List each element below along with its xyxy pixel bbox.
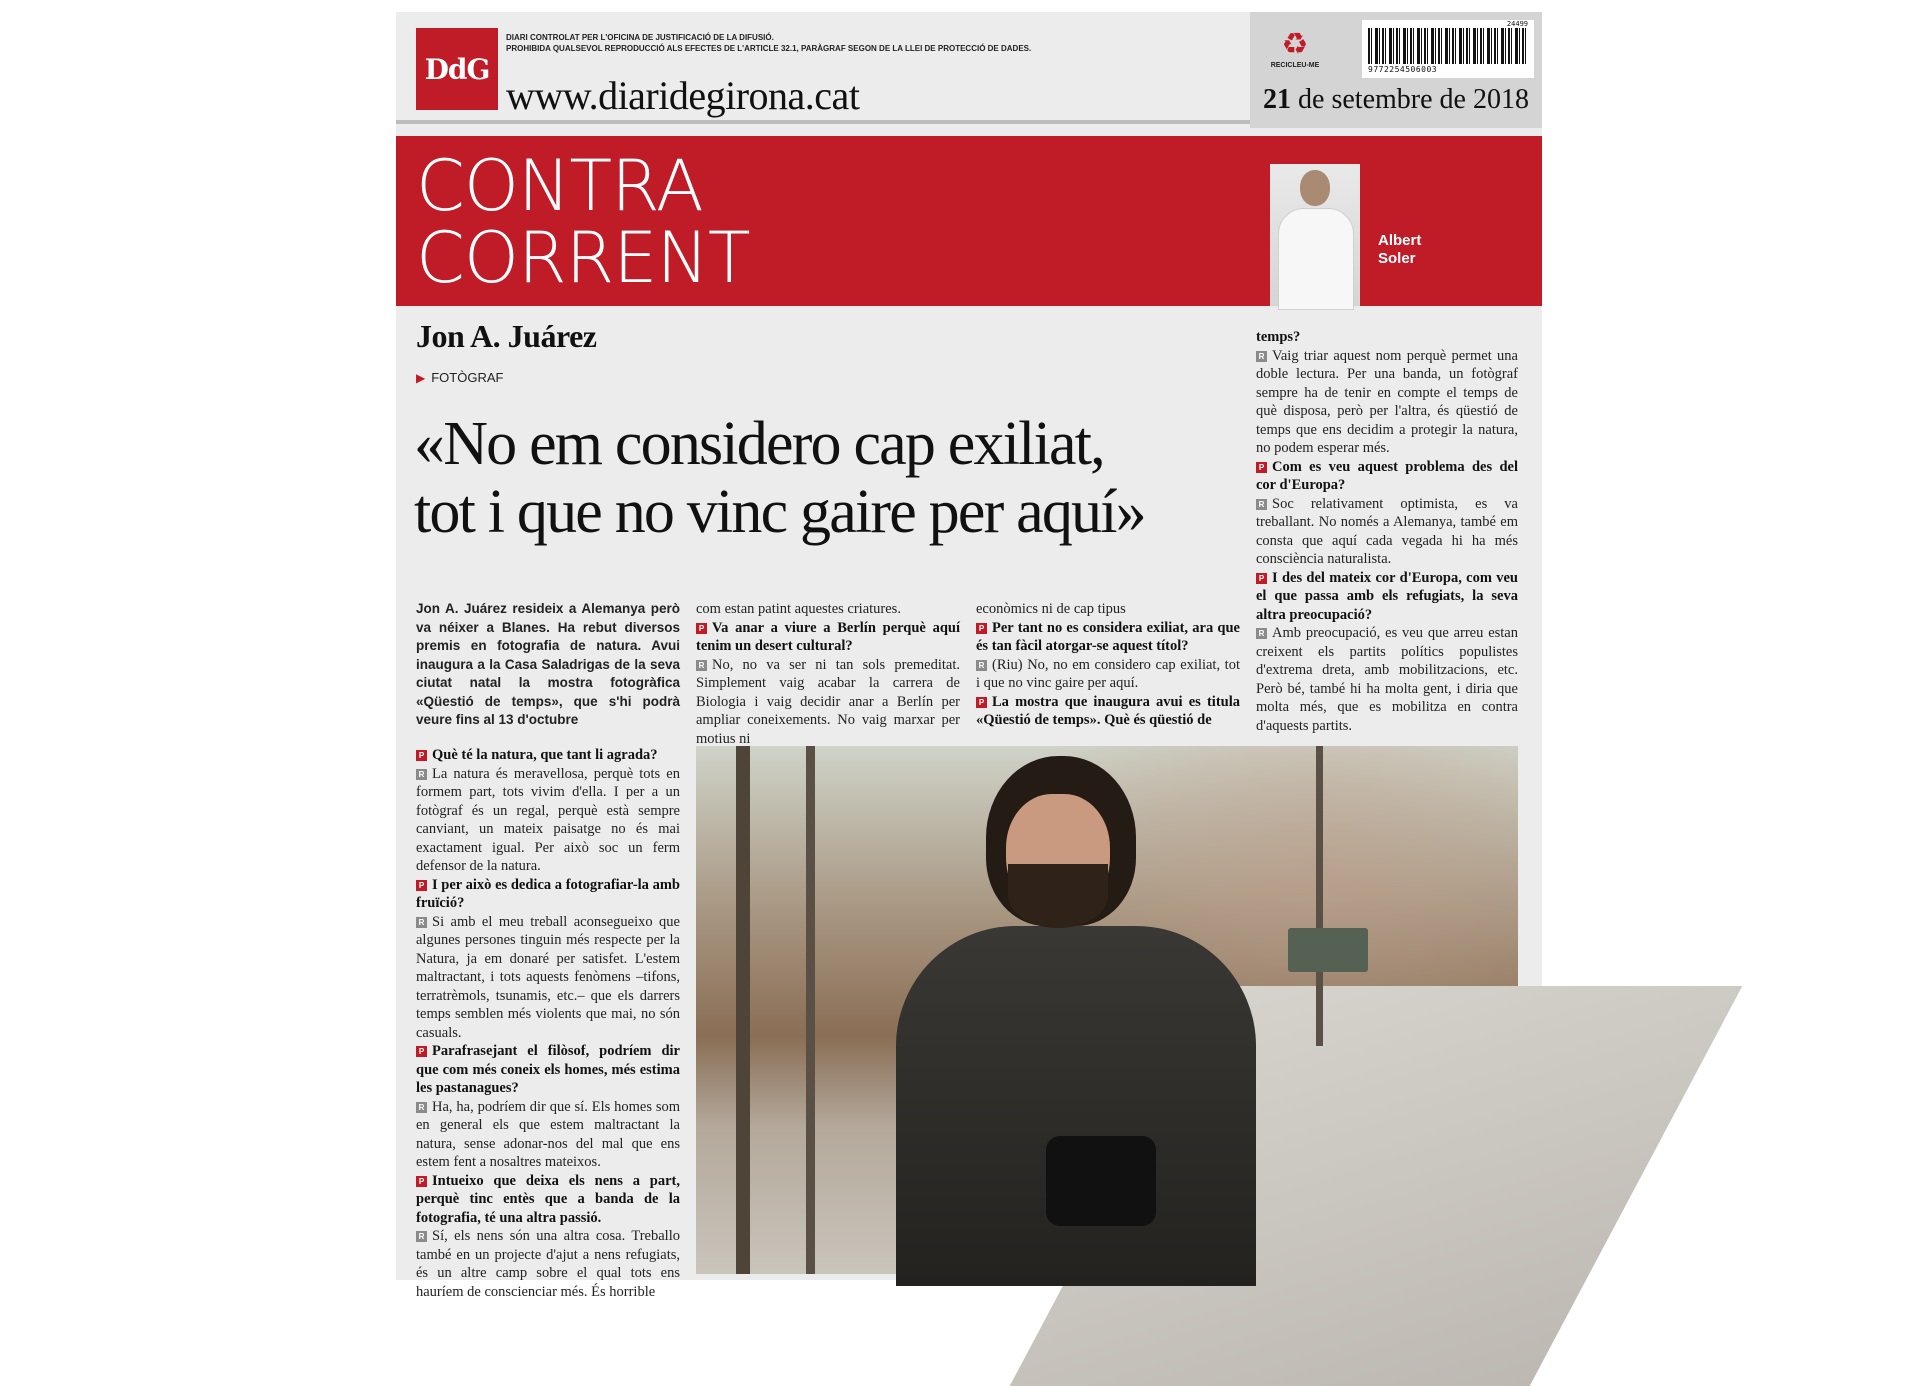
- barcode-addon: 24499: [1506, 20, 1528, 28]
- newspaper-page: [396, 12, 1542, 1300]
- recycle-icon: ♻: [1281, 27, 1309, 62]
- article-photo: [696, 746, 1518, 1274]
- paragraph-text: Ha, ha, podríem dir que sí. Els homes som en general els que estem maltractant la natura, sense adonar-nos del mal que ens estem fent a nosaltres mateixos.: [416, 1098, 680, 1170]
- interviewee-role: [416, 370, 503, 385]
- interview-question: [1256, 569, 1518, 625]
- author-head-shape: [1300, 170, 1330, 206]
- photo-tree-shape: [736, 746, 750, 1274]
- paragraph-text: Va anar a viure a Berlín perquè aquí tenim un desert cultural?: [696, 619, 960, 654]
- question-marker-icon: P: [976, 697, 987, 708]
- interview-question: [976, 619, 1240, 656]
- interview-answer: [416, 765, 680, 876]
- answer-marker-icon: R: [416, 1231, 427, 1242]
- photo-jacket-shape: [896, 926, 1256, 1286]
- paragraph-text: Intueixo que deixa els nens a part, perquè tinc entès que a banda de la fotografia, té una altra passió.: [416, 1172, 680, 1226]
- barcode: [1362, 20, 1534, 78]
- photo-beard-shape: [1008, 864, 1108, 928]
- paragraph-text: La natura és meravellosa, perquè tots en formem part, tots vivim d'ella. I per a un fotògraf és un regal, perquè està sempre canviant, un mateix paisatge no és mai exactament igual. Per això soc un ferm defensor de la natura.: [416, 765, 680, 874]
- interview-answer: [1256, 624, 1518, 735]
- interview-answer: [416, 913, 680, 1043]
- paragraph-text: Vaig triar aquest nom perquè permet una doble lectura. Per una banda, un fotògraf sempre ha de tenir en compte el temps de què disposa, però per l'altra, és qüestió de temps que ens decidim a protegir la natura, no podem esperar més.: [1256, 347, 1518, 456]
- interview-question: [416, 876, 680, 913]
- interview-question: [416, 1042, 680, 1098]
- answer-marker-icon: R: [416, 769, 427, 780]
- answer-marker-icon: R: [976, 660, 987, 671]
- question-marker-icon: P: [976, 623, 987, 634]
- recycle-label: RECICLEU-ME: [1270, 62, 1320, 69]
- answer-marker-icon: R: [1256, 351, 1267, 362]
- answer-marker-icon: R: [696, 660, 707, 671]
- photo-tree-shape: [806, 746, 815, 1274]
- interviewee-name: Jon A. Juárez: [416, 318, 597, 354]
- issue-date-day: 21: [1263, 84, 1292, 115]
- interview-answer: [416, 1098, 680, 1172]
- photo-bench-shape: [1288, 928, 1368, 972]
- author-body-shape: [1278, 208, 1354, 310]
- answer-marker-icon: R: [1256, 628, 1267, 639]
- columnist-name: Albert Soler: [1378, 232, 1422, 267]
- column-2: [696, 600, 960, 748]
- interview-question: [696, 619, 960, 656]
- question-marker-icon: P: [416, 750, 427, 761]
- paragraph-text: (Riu) No, no em considero cap exiliat, tot i que no vinc gaire per aquí.: [976, 656, 1240, 691]
- issue-date-rest: de setembre de 2018: [1291, 84, 1529, 115]
- photo-tree-shape: [1316, 746, 1323, 1046]
- camera-icon: [1046, 1136, 1156, 1226]
- paragraph-text: Si amb el meu treball aconsegueixo que algunes persones tinguin més respecte per la Natura, ja em donaré per satisfet. L'estem maltractant, i tots aquests fenòmens –tifons, terratrèmols, tsunamis, etc.– que els darrers temps semblen més violents que mai, no són casuals.: [416, 913, 680, 1041]
- section-title: [416, 145, 750, 299]
- question-marker-icon: P: [1256, 573, 1267, 584]
- section-band: [396, 136, 1542, 306]
- paragraph-text: Parafrasejant el filòsof, podríem dir que com més coneix els homes, més estima les pastanagues?: [416, 1043, 680, 1096]
- article-headline: [414, 410, 1254, 546]
- legal-notice-line-1: DIARI CONTROLAT PER L'OFICINA DE JUSTIFICACIÓ DE LA DIFUSIÓ.: [506, 33, 774, 42]
- interview-question: [1256, 328, 1518, 347]
- paragraph-text: Què té la natura, que tant li agrada?: [432, 747, 658, 763]
- barcode-digits: 9772254506003: [1368, 65, 1438, 74]
- article-lead: Jon A. Juárez resideix a Alemanya però va néixer a Blanes. Ha rebut diversos premis en fotografia de natura. Avui inaugura a la Casa Saladrigas de la seva ciutat natal la mostra fotogràfica «Qüestió de temps», que s'hi podrà veure fins al 13 d'octubre: [416, 601, 680, 727]
- question-marker-icon: P: [1256, 462, 1267, 473]
- column-3: [976, 600, 1240, 730]
- legal-notice-line-2: PROHIBIDA QUALSEVOL REPRODUCCIÓ ALS EFECTES DE L'ARTICLE 32.1, PARÀGRAF SEGON DE LA LLEI DE PROTECCIÓ DE DADES.: [506, 44, 1032, 53]
- column-4: [1256, 328, 1518, 735]
- triangle-icon: ▶: [416, 371, 426, 385]
- paragraph-text: I per això es dedica a fotografiar-la amb fruïció?: [416, 876, 680, 911]
- interview-answer: [696, 656, 960, 749]
- section-title-line-1: CONTRA: [416, 145, 703, 227]
- interview-question: [1256, 458, 1518, 495]
- paragraph-text: temps?: [1256, 329, 1301, 345]
- interview-answer: [976, 600, 1240, 619]
- issue-date: [1250, 84, 1542, 116]
- paragraph-text: Per tant no es considera exiliat, ara que és tan fàcil atorgar-se aquest títol?: [976, 619, 1240, 654]
- section-title-line-2: CORRENT: [416, 217, 750, 299]
- barcode-bars: [1368, 28, 1528, 64]
- recycle-badge: [1270, 28, 1320, 69]
- paragraph-text: Soc relativament optimista, es va treballant. No només a Alemanya, també em consta que aquí cada vegada hi ha més consciència naturalista.: [1256, 495, 1518, 567]
- photo-person-shape: [896, 756, 1256, 1274]
- interview-answer: [976, 656, 1240, 693]
- newspaper-logo[interactable]: DdG: [416, 28, 498, 110]
- interview-answer: [696, 600, 960, 619]
- website-url[interactable]: www.diaridegirona.cat: [506, 73, 860, 118]
- interview-question: [416, 746, 680, 765]
- paragraph-text: Com es veu aquest problema des del cor d'Europa?: [1256, 458, 1518, 493]
- interview-answer: [1256, 495, 1518, 569]
- paragraph-text: Amb preocupació, es veu que arreu estan creixent els partits polítics populistes d'extrema dreta, amb mobilitzacions, etc. Però bé, també hi ha molta gent, i diria que molta més, que es mobilitza en contra d'aquests partits.: [1256, 625, 1518, 734]
- question-marker-icon: P: [416, 1046, 427, 1057]
- paragraph-text: No, no va ser ni tan sols premeditat. Simplement vaig acabar la carrera de Biologia i vaig decidir anar a Berlín per ampliar coneixements. No vaig marxar per motius ni: [696, 656, 960, 747]
- paragraph-text: com estan patint aquestes criatures.: [696, 601, 901, 617]
- paragraph-text: Sí, els nens són una altra cosa. Treballo també en un projecte d'ajut a nens refugiats, és un altre camp sobre el qual tots ens hauríem de conscienciar més. És horrible: [416, 1228, 680, 1300]
- answer-marker-icon: R: [416, 1102, 427, 1113]
- headline-line-1: «No em considero cap exiliat,: [414, 410, 1104, 478]
- answer-marker-icon: R: [1256, 499, 1267, 510]
- paragraph-text: econòmics ni de cap tipus: [976, 601, 1126, 617]
- question-marker-icon: P: [416, 880, 427, 891]
- question-marker-icon: P: [416, 1176, 427, 1187]
- legal-notice: [506, 32, 1031, 54]
- interview-answer: [416, 1227, 680, 1301]
- interviewee-role-label: FOTÒGRAF: [431, 370, 504, 385]
- interview-question: [416, 1172, 680, 1228]
- paragraph-text: La mostra que inaugura avui es titula «Qüestió de temps». Què és qüestió de: [976, 693, 1240, 728]
- paragraph-text: I des del mateix cor d'Europa, com veu el que passa amb els refugiats, la seva altra preocupació?: [1256, 569, 1518, 623]
- interview-question: [976, 693, 1240, 730]
- headline-line-2: tot i que no vinc gaire per aquí»: [414, 478, 1145, 546]
- date-box: [1250, 12, 1542, 128]
- author-photo: [1270, 164, 1360, 306]
- question-marker-icon: P: [696, 623, 707, 634]
- interview-answer: [1256, 347, 1518, 458]
- answer-marker-icon: R: [416, 917, 427, 928]
- column-1: [416, 746, 680, 1301]
